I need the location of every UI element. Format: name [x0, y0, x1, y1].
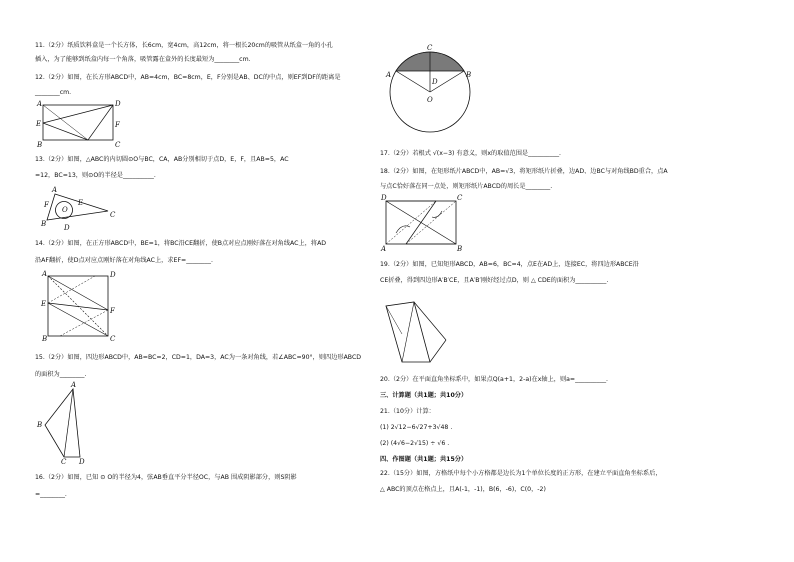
label-D: D — [79, 458, 85, 466]
q15-line2: 的面积为________. — [35, 371, 87, 378]
q14-square-figure — [40, 270, 120, 343]
label-A: A — [42, 270, 48, 278]
q16-line1: 16.（2分）如图，已知 ⊙ O的半径为4，弦AB垂直平分半径OC，与AB 围成阴影部分，则S阴影 — [35, 474, 297, 481]
q22-line2: △ ABC的顶点在格点上，且A(-1，-1)，B(6，-6)，C(0，-2) — [380, 486, 546, 493]
q11-line1: 11.（2分）纸质饮料盒是一个长方体，长6cm，宽4cm，高12cm，将一根长20cm的吸管从纸盒一角的小孔 — [35, 42, 333, 49]
q18-line1: 18.（2分）如图，在矩形纸片ABCD中，AB=√3，将矩形纸片折叠，边AD、边BC与对角线BD重合，点A — [380, 168, 668, 175]
label-C: C — [457, 194, 463, 202]
label-D: D — [115, 100, 121, 108]
q15-line1: 15.（2分）如图，四边形ABCD中，AB=BC=2，CD=1，DA=3，AC为一条对角线，若∠ABC=90°，则四边形ABCD — [35, 354, 362, 361]
q16-line2: =________. — [35, 491, 67, 498]
label-B: B — [37, 421, 43, 429]
circle-shaded-figure — [382, 44, 478, 134]
q11-line2: 插入，为了能够到纸盒内每一个角落，吸管露在盒外的长度最短为________cm. — [35, 56, 251, 63]
label-A: A — [37, 100, 43, 108]
label-C: C — [110, 211, 116, 219]
q18-fold-figure — [380, 193, 462, 253]
label-C: C — [61, 458, 67, 466]
q13-triangle-figure — [40, 186, 120, 232]
label-A: A — [386, 71, 392, 79]
label-B: B — [37, 141, 43, 149]
label-B: B — [41, 220, 47, 228]
q21-line1: 21.（10分）计算： — [380, 408, 435, 415]
label-D: D — [64, 224, 70, 232]
label-C: C — [110, 335, 116, 343]
q17-text: 17.（2分）若根式 √(x−3) 有意义，则x的取值范围是__________. — [380, 150, 562, 157]
label-F: F — [110, 307, 115, 315]
label-F: F — [115, 121, 120, 129]
section-3-heading: 三、计算题（共1题；共10分） — [380, 392, 468, 399]
q12-rectangle-figure — [36, 100, 120, 148]
label-D: D — [110, 271, 116, 279]
q15-quadrilateral-figure — [36, 383, 84, 465]
q12-line1: 12.（2分）如图，在长方形ABCD中，AB=4cm，BC=8cm，E，F分别是AB、DC的中点，则EF到DF的距离是 — [35, 74, 341, 81]
q19-line2: CE折叠，得到四边形A′B′CE，且A′B′刚好经过点D，则 △ CDE的面积为__________. — [380, 277, 609, 284]
q18-line2: 与点C恰好落在同一点处，则矩形纸片ABCD的周长是________. — [380, 183, 553, 190]
q21-line2: (1) 2√12−6√27+3√48 . — [380, 424, 453, 431]
label-E: E — [41, 300, 47, 308]
label-O: O — [427, 96, 433, 104]
label-F: F — [44, 201, 49, 209]
label-E: E — [36, 120, 42, 128]
label-E: E — [78, 199, 84, 207]
q19-fold-figure — [380, 294, 460, 370]
q21-line3: (2) (4√6−2√15) ÷ √6 . — [380, 440, 450, 447]
q12-line2: ________cm. — [35, 89, 72, 96]
q22-line1: 22.（15分）如图，方格纸中每个小方格都是边长为1个单位长度的正方形，在建立平面直角坐标系后， — [380, 470, 662, 477]
label-D: D — [381, 194, 387, 202]
q14-line1: 14.（2分）如图，在正方形ABCD中，BE=1，将BC沿CE翻折，使B点对应点刚好落在对角线AC上，将AD — [35, 240, 327, 247]
section-4-heading: 四、作图题（共1题；共15分） — [380, 456, 468, 463]
label-B: B — [466, 71, 472, 79]
label-C: C — [115, 141, 121, 149]
q13-line1: 13.（2分）如图，△ABC的内切圆⊙O与BC，CA，AB分别相切于点D，E，F，且AB=5，AC — [35, 156, 289, 163]
q14-line2: 沿AF翻折，使D点对应点刚好落在对角线AC上，求EF=________. — [35, 257, 213, 264]
label-A: A — [52, 186, 58, 194]
label-B: B — [457, 245, 463, 253]
q20-text: 20.（2分）在平面直角坐标系中，如果点Q(a+1，2-a)在x轴上，则a=__________. — [380, 376, 609, 383]
q13-line2: =12，BC=13，则⊙O的半径是__________. — [35, 172, 156, 179]
label-A: A — [71, 381, 77, 389]
label-C: C — [427, 44, 433, 52]
label-D: D — [432, 78, 438, 86]
q19-line1: 19.（2分）如图，已知矩形ABCD，AB=6，BC=4，点E在AD上，连接EC，将四边形ABCE沿 — [380, 261, 639, 268]
label-A: A — [381, 245, 387, 253]
label-B: B — [42, 335, 48, 343]
label-O: O — [62, 206, 68, 214]
